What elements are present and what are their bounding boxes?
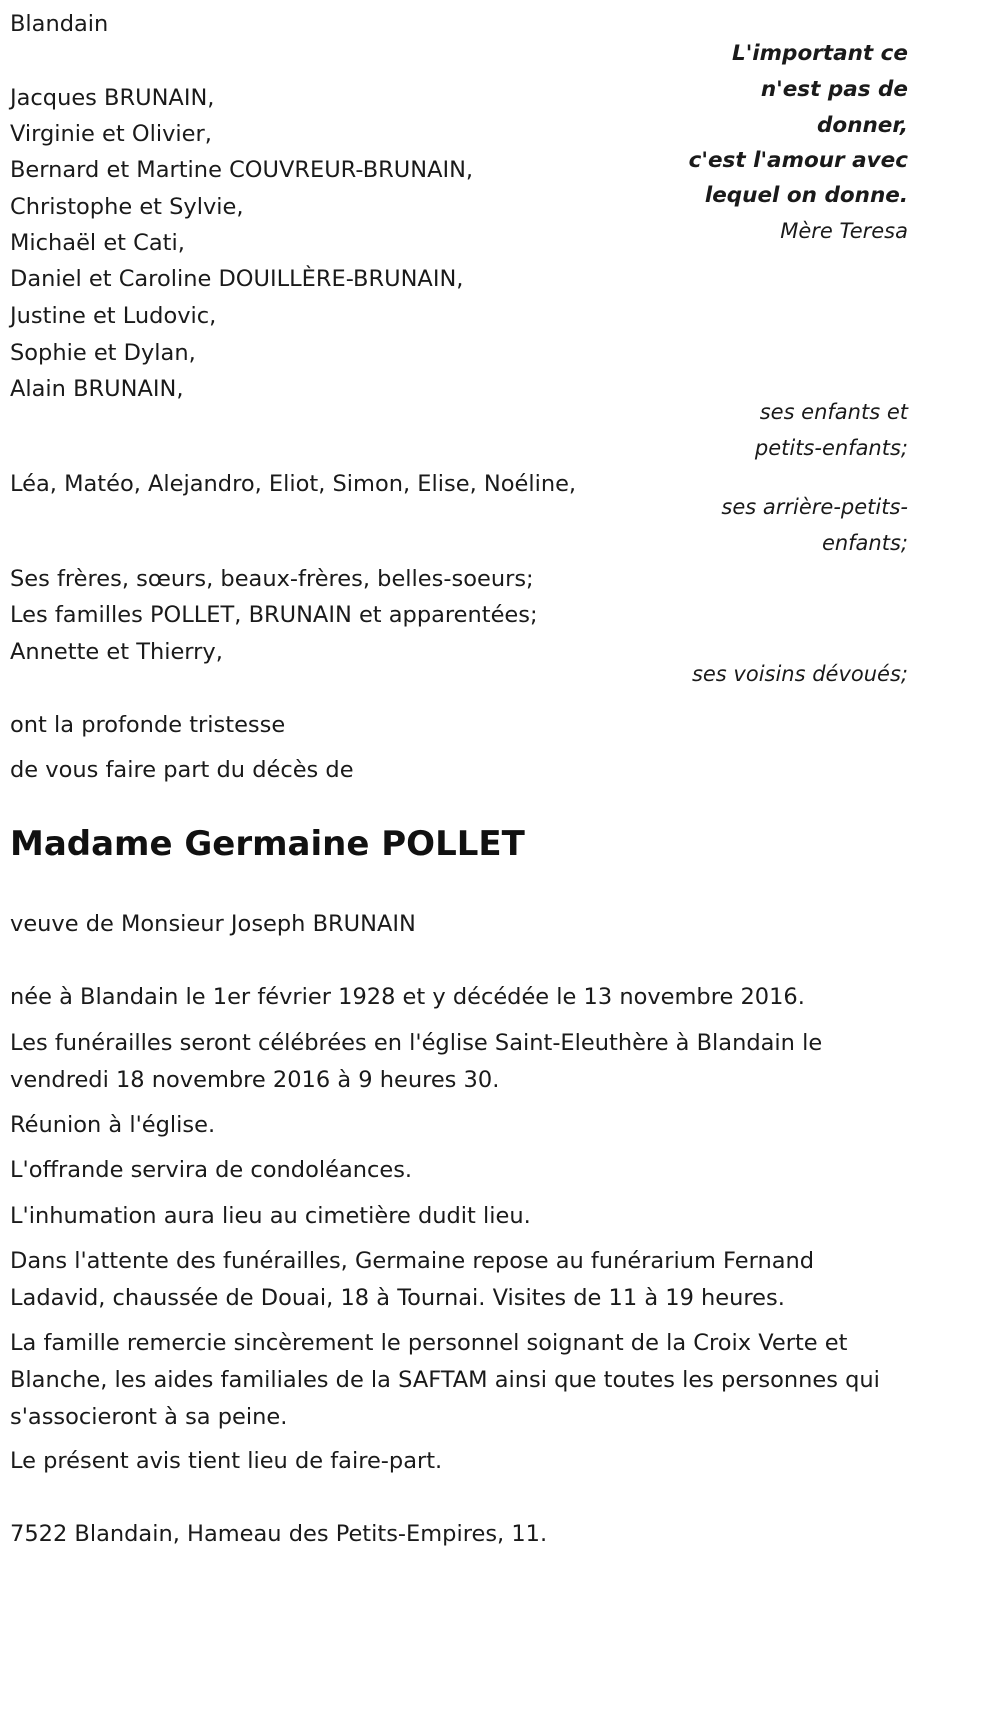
address: 7522 Blandain, Hameau des Petits-Empires, 11. xyxy=(10,1521,548,1547)
neighbours-role: ses voisins dévoués; xyxy=(691,662,908,686)
detail-paragraph: Le présent avis tient lieu de faire-part. xyxy=(10,1448,443,1474)
detail-paragraph: L'inhumation aura lieu au cimetière dudit lieu. xyxy=(10,1203,531,1229)
family-member: Justine et Ludovic, xyxy=(10,303,217,329)
widow-of: veuve de Monsieur Joseph BRUNAIN xyxy=(10,911,416,937)
detail-paragraph: Réunion à l'église. xyxy=(10,1112,216,1138)
detail-paragraph: Les funérailles seront célébrées en l'église Saint-Eleuthère à Blandain le vendredi 18 novembre 2016 à 9 heures 30. xyxy=(10,1030,823,1093)
great-grandchildren-role: enfants; xyxy=(821,531,908,555)
great-grandchildren-role: ses arrière-petits- xyxy=(721,495,908,519)
quote-line: c'est l'amour avec xyxy=(688,148,908,173)
relatives-line: Annette et Thierry, xyxy=(10,639,223,665)
deceased-name: Madame Germaine POLLET xyxy=(10,824,525,864)
family-member: Sophie et Dylan, xyxy=(10,340,196,366)
quote-line: lequel on donne. xyxy=(704,183,908,208)
place-name: Blandain xyxy=(10,11,109,37)
detail-paragraph: Dans l'attente des funérailles, Germaine repose au funérarium Fernand Ladavid, chaussée de Douai, 18 à Tournai. Visites de 11 à 19 heures. xyxy=(10,1248,815,1311)
detail-paragraph: La famille remercie sincèrement le personnel soignant de la Croix Verte et Blanche, les aides familiales de la SAFTAM ainsi que toutes les personnes qui s'associeront à sa peine. xyxy=(10,1330,880,1430)
family-member: Christophe et Sylvie, xyxy=(10,194,244,220)
quote-line: L'important ce xyxy=(732,41,908,66)
family-member: Bernard et Martine COUVREUR-BRUNAIN, xyxy=(10,157,474,183)
announcement-line: ont la profonde tristesse xyxy=(10,712,286,738)
family-member: Jacques BRUNAIN, xyxy=(10,85,215,111)
family-member: Michaël et Cati, xyxy=(10,230,185,256)
family-member: Daniel et Caroline DOUILLÈRE-BRUNAIN, xyxy=(10,266,464,292)
great-grandchildren: Léa, Matéo, Alejandro, Eliot, Simon, Elise, Noéline, xyxy=(10,471,577,497)
quote-line: n'est pas de xyxy=(760,77,908,102)
family-role: petits-enfants; xyxy=(754,436,908,460)
announcement-line: de vous faire part du décès de xyxy=(10,757,354,783)
family-member: Virginie et Olivier, xyxy=(10,121,212,147)
detail-paragraph: L'offrande servira de condoléances. xyxy=(10,1157,413,1183)
detail-paragraph: née à Blandain le 1er février 1928 et y décédée le 13 novembre 2016. xyxy=(10,984,805,1010)
quote-line: donner, xyxy=(817,113,908,138)
family-member: Alain BRUNAIN, xyxy=(10,376,184,402)
quote-author: Mère Teresa xyxy=(780,219,908,243)
relatives-line: Les familles POLLET, BRUNAIN et apparentées; xyxy=(10,602,538,628)
family-role: ses enfants et xyxy=(759,400,908,424)
relatives-line: Ses frères, sœurs, beaux-frères, belles-soeurs; xyxy=(10,566,534,592)
